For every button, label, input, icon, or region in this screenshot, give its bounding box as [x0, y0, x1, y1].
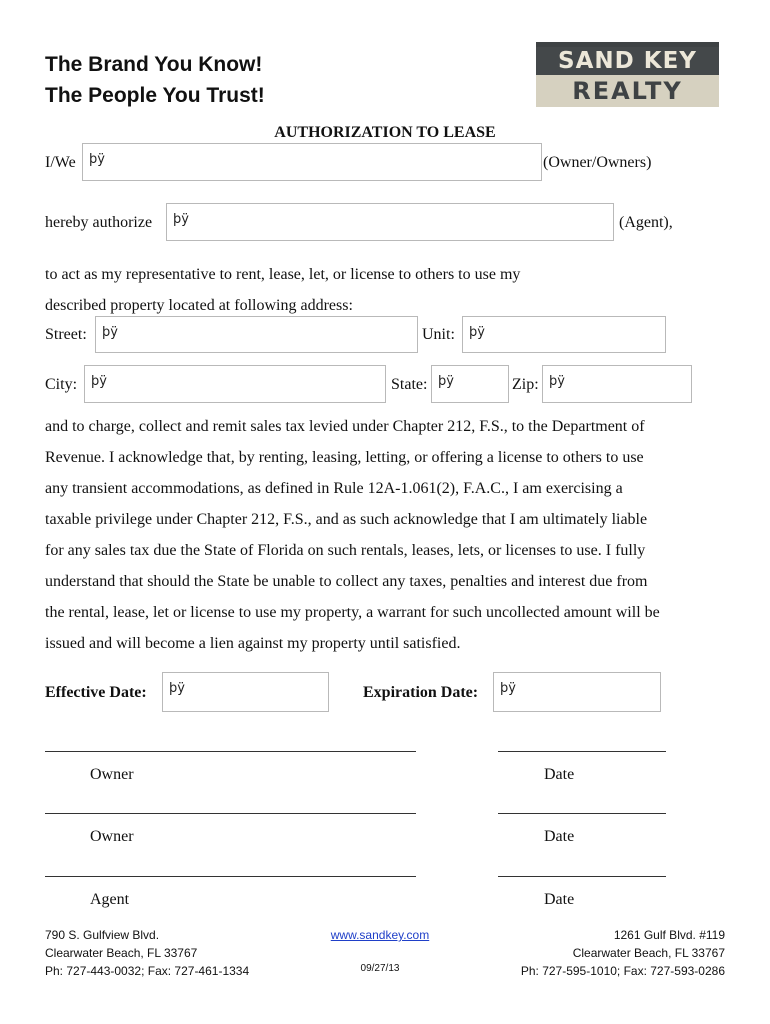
date-label: Date — [544, 828, 575, 845]
sand-key-realty-logo — [536, 42, 719, 107]
city-label: City: — [45, 376, 78, 393]
zip-field[interactable]: þÿ — [542, 365, 692, 403]
owners-suffix: (Owner/Owners) — [543, 154, 652, 171]
authorize-label: hereby authorize — [45, 214, 153, 231]
paragraph-line: any transient accommodations, as defined in Rule 12A-1.061(2), F.A.C., I am exercising a — [45, 480, 623, 497]
owner-signature-line[interactable] — [45, 813, 416, 814]
street-label: Street: — [45, 326, 87, 343]
footer-right-line: Ph: 727-595-1010; Fax: 727-593-0286 — [520, 964, 725, 978]
state-label: State: — [391, 376, 428, 393]
date-label: Date — [544, 766, 575, 783]
footer-right-address — [521, 926, 725, 980]
tagline-line-1: The Brand You Know! — [45, 53, 263, 76]
date-signature-line[interactable] — [498, 813, 666, 814]
footer-right-line: Clearwater Beach, FL 33767 — [572, 946, 725, 960]
paragraph-line: issued and will become a lien against my property until satisfied. — [45, 635, 461, 652]
paragraph-line: Revenue. I acknowledge that, by renting, leasing, letting, or offering a license to others to use — [45, 449, 644, 466]
footer-left-line: Clearwater Beach, FL 33767 — [45, 946, 198, 960]
unit-field[interactable]: þÿ — [462, 316, 666, 353]
revision-date: 09/27/13 — [360, 963, 400, 974]
agent-signature-line[interactable] — [45, 876, 416, 877]
footer-left-address — [45, 926, 249, 980]
footer-left-line: Ph: 727-443-0032; Fax: 727-461-1334 — [45, 964, 250, 978]
date-signature-line[interactable] — [498, 751, 666, 752]
representation-text-line-2: described property located at following address: — [45, 297, 353, 314]
effective-date-label: Effective Date: — [45, 684, 147, 701]
tax-acknowledgement-paragraph — [45, 411, 735, 659]
zip-label: Zip: — [512, 376, 539, 393]
logo-line-2: REALTY — [572, 77, 683, 105]
paragraph-line: and to charge, collect and remit sales tax levied under Chapter 212, F.S., to the Department of — [45, 418, 645, 435]
paragraph-line: for any sales tax due the State of Florida on such rentals, leases, lets, or licenses to use. I fully — [45, 542, 646, 559]
footer-center — [280, 926, 480, 978]
agent-label: Agent — [90, 891, 130, 908]
expiration-date-label: Expiration Date: — [363, 684, 479, 701]
agent-field[interactable]: þÿ — [166, 203, 614, 241]
unit-label: Unit: — [422, 326, 455, 343]
paragraph-line: understand that should the State be unable to collect any taxes, penalties and interest due from — [45, 573, 648, 590]
agent-suffix: (Agent), — [619, 214, 673, 231]
owner-label: Owner — [90, 766, 134, 783]
tagline-line-2: The People You Trust! — [45, 84, 265, 107]
date-label: Date — [544, 891, 575, 908]
expiration-date-field[interactable]: þÿ — [493, 672, 661, 712]
website-link[interactable]: www.sandkey.com — [330, 928, 430, 942]
owner-label: Owner — [90, 828, 134, 845]
representation-text-line-1: to act as my representative to rent, lease, let, or license to others to use my — [45, 266, 521, 283]
city-field[interactable]: þÿ — [84, 365, 386, 403]
logo-line-1: SAND KEY — [536, 47, 719, 75]
street-field[interactable]: þÿ — [95, 316, 418, 353]
paragraph-line: the rental, lease, let or license to use my property, a warrant for such uncollected amount will be — [45, 604, 660, 621]
iwe-label: I/We — [45, 154, 76, 171]
footer-right-line: 1261 Gulf Blvd. #119 — [613, 928, 725, 942]
form-title: AUTHORIZATION TO LEASE — [274, 124, 496, 141]
effective-date-field[interactable]: þÿ — [162, 672, 329, 712]
footer-left-line: 790 S. Gulfview Blvd. — [45, 928, 160, 942]
date-signature-line[interactable] — [498, 876, 666, 877]
paragraph-line: taxable privilege under Chapter 212, F.S., and as such acknowledge that I am ultimately liable — [45, 511, 648, 528]
state-field[interactable]: þÿ — [431, 365, 509, 403]
owner-field[interactable]: þÿ — [82, 143, 542, 181]
owner-signature-line[interactable] — [45, 751, 416, 752]
